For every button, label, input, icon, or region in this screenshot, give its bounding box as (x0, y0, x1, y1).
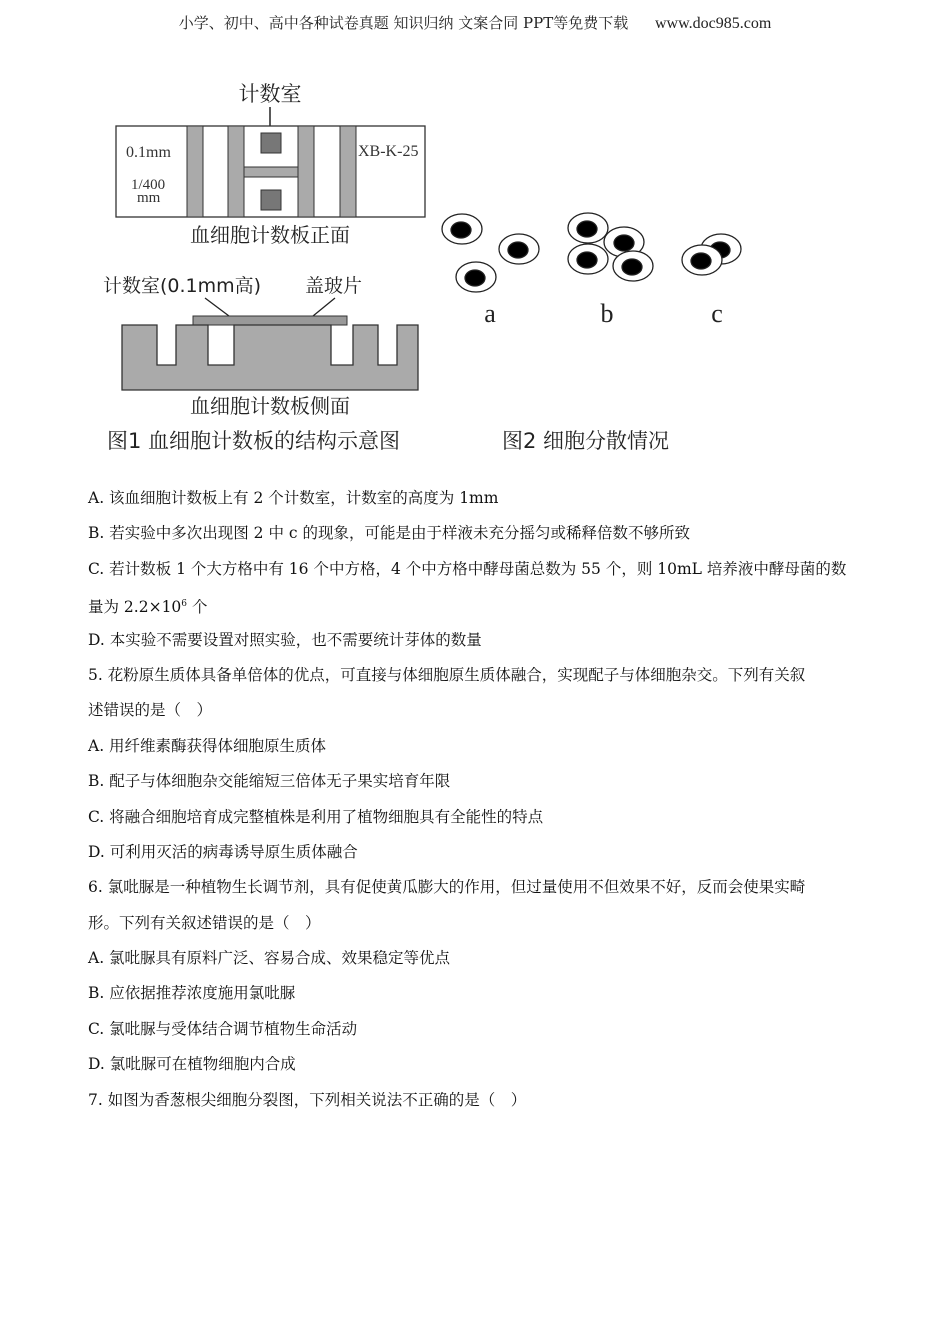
front-bar-3 (244, 167, 298, 177)
question-5-stem-cont: 述错误的是（ ） (88, 701, 213, 720)
cell-label-a: a (484, 299, 496, 328)
question-5-stem: 5. 花粉原生质体具备单倍体的优点，可直接与体细胞原生质体融合，实现配子与体细胞杂交。下列有关叙 (88, 665, 806, 684)
option-6d: D. 氯吡脲可在植物细胞内合成 (88, 1055, 296, 1074)
counting-square-bottom (261, 190, 281, 210)
option-4c-cont (88, 592, 868, 627)
coverslip-label: 盖玻片 (305, 275, 363, 297)
option-6b: B. 应依据推荐浓度施用氯吡脲 (88, 984, 296, 1003)
option-4c-unit: 个 (187, 598, 208, 617)
header-text: 小学、初中、高中各种试卷真题 知识归纳 文案合同 PPT等免费下载 (178, 14, 629, 32)
option-4a: A. 该血细胞计数板上有 2 个计数室，计数室的高度为 1mm (88, 489, 499, 507)
depth-label: 0.1mm (126, 144, 171, 161)
option-4c: C. 若计数板 1 个大方格中有 16 个中方格，4 个中方格中酵母菌总数为 55 个，则 10mL 培养液中酵母菌的数 (88, 559, 847, 578)
area-unit-label: mm (137, 190, 161, 206)
side-caption: 血细胞计数板侧面 (190, 394, 350, 418)
option-5d: D. 可利用灭活的病毒诱导原生质体融合 (88, 842, 358, 861)
front-bar-2 (228, 126, 244, 217)
option-5c: C. 将融合细胞培育成完整植株是利用了植物细胞具有全能性的特点 (88, 807, 544, 826)
cell-label-b: b (600, 299, 614, 328)
front-bar-5 (340, 126, 356, 217)
question-7-stem: 7. 如图为香葱根尖细胞分裂图，下列相关说法不正确的是（ ） (88, 1090, 527, 1109)
coverslip (193, 316, 347, 325)
model-label: XB-K-25 (358, 143, 419, 160)
question-6-stem: 6. 氯吡脲是一种植物生长调节剂，具有促使黄瓜膨大的作用，但过量使用不但效果不好，反而会使果实畸 (88, 878, 806, 897)
cell-label-c: c (711, 299, 723, 328)
question-6-stem-cont: 形。下列有关叙述错误的是（ ） (88, 913, 321, 932)
front-caption: 血细胞计数板正面 (190, 223, 350, 247)
fig2-caption: 图2 细胞分散情况 (502, 429, 670, 453)
coverslip-pointer (313, 298, 335, 316)
exponent: 6 (181, 599, 188, 610)
front-bar-4 (298, 126, 314, 217)
option-4c-text: 量为 2.2×10 (88, 598, 182, 617)
cell-group-a (442, 214, 539, 292)
cell-group-c (682, 234, 741, 275)
header-url[interactable]: www.doc985.com (655, 15, 772, 32)
page-header (0, 12, 950, 33)
front-bar-1 (187, 126, 203, 217)
option-6a: A. 氯吡脲具有原料广泛、容易合成、效果稳定等优点 (88, 949, 451, 968)
counting-chamber-label: 计数室 (238, 82, 302, 106)
figure-hemocytometer (95, 70, 775, 470)
side-chamber-label: 计数室(0.1mm高) (103, 275, 262, 297)
fig1-caption: 图1 血细胞计数板的结构示意图 (107, 429, 401, 453)
side-slide (122, 325, 418, 390)
question-text (88, 486, 868, 1123)
option-4b: B. 若实验中多次出现图 2 中 c 的现象，可能是由于样液未充分摇匀或稀释倍数不够所致 (88, 524, 690, 543)
option-6c: C. 氯吡脲与受体结合调节植物生命活动 (88, 1019, 358, 1038)
option-5a: A. 用纤维素酶获得体细胞原生质体 (88, 736, 327, 755)
counting-square-top (261, 133, 281, 153)
option-5b: B. 配子与体细胞杂交能缩短三倍体无子果实培育年限 (88, 772, 451, 791)
area-label: 1/400 (131, 177, 166, 193)
cell-group-b (568, 213, 653, 281)
option-4d: D. 本实验不需要设置对照实验，也不需要统计芽体的数量 (88, 630, 482, 649)
